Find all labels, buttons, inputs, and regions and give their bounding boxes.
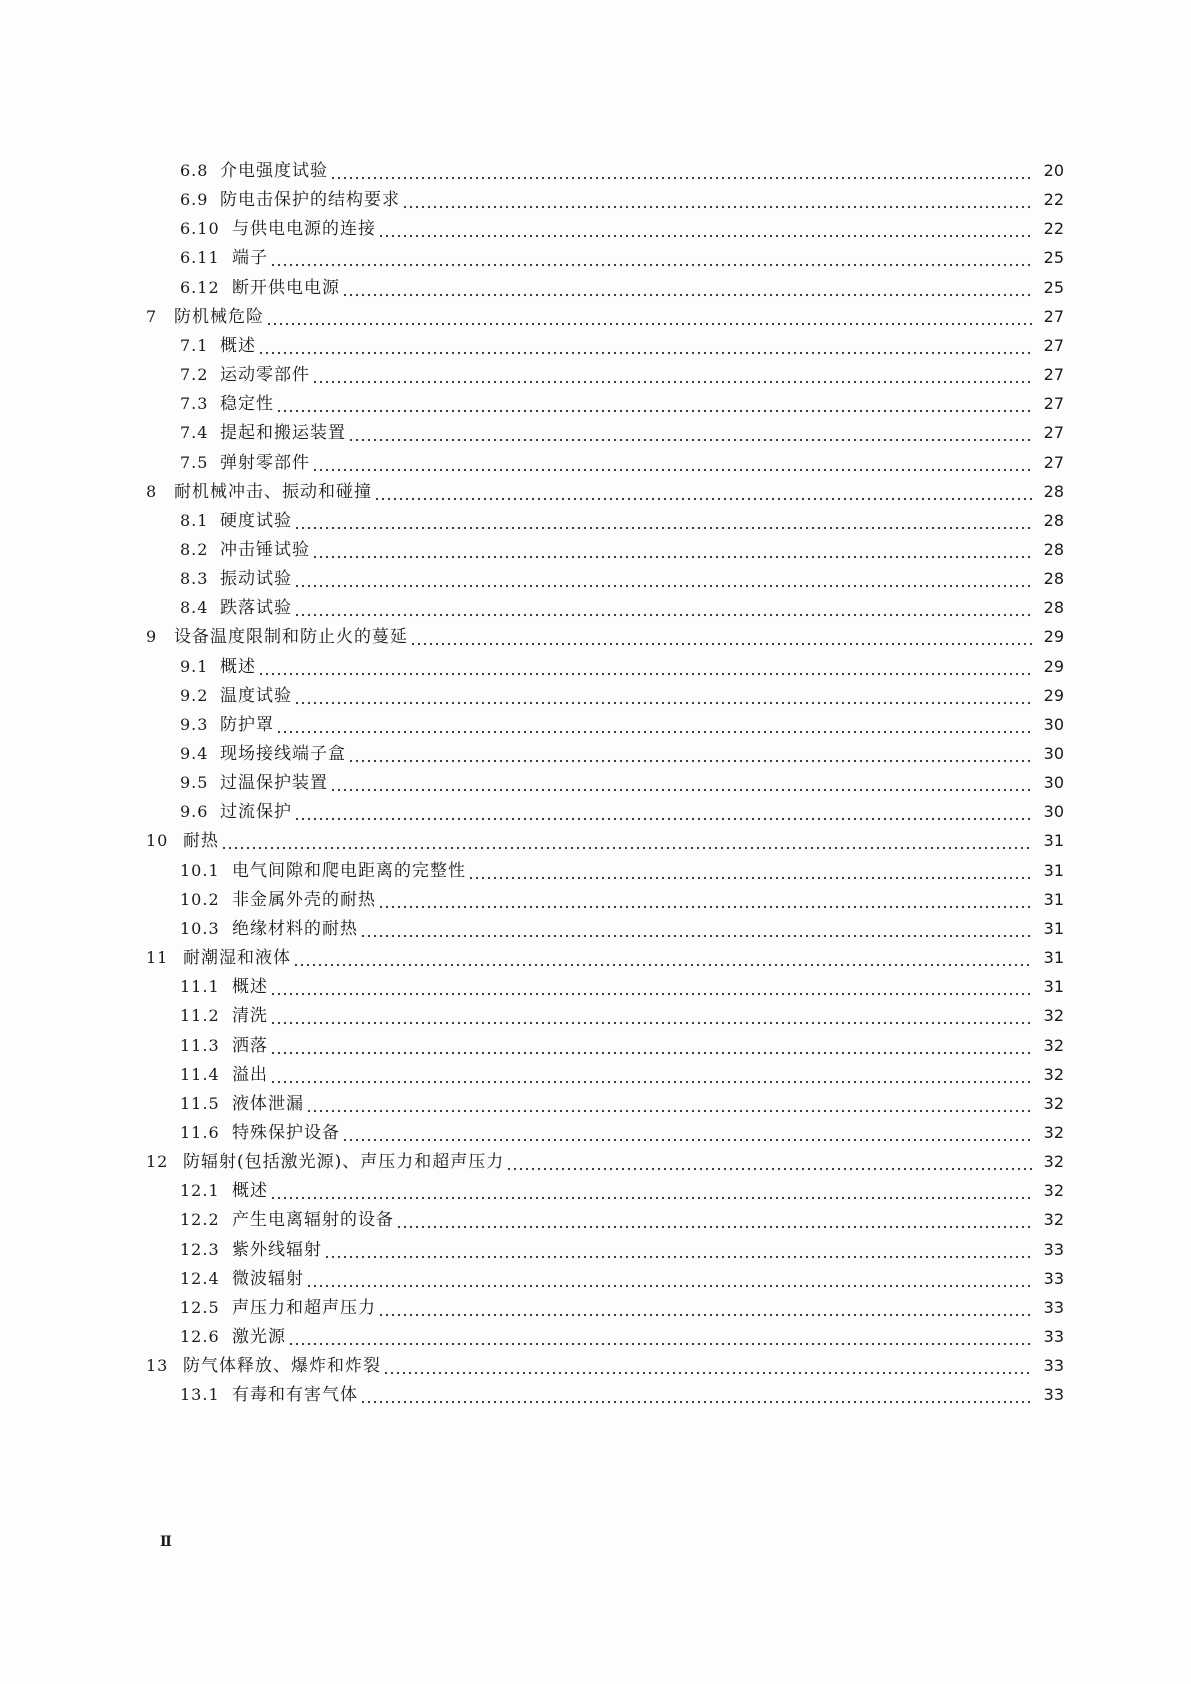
toc-subsection-entry[interactable] bbox=[180, 974, 1064, 1000]
toc-entry-number: 9.1 bbox=[180, 656, 209, 676]
toc-entry-title: 端子 bbox=[232, 248, 268, 269]
toc-dot-leader bbox=[324, 1237, 1032, 1263]
toc-entry-number: 10 bbox=[146, 831, 169, 851]
toc-subsection-entry[interactable] bbox=[180, 858, 1064, 884]
toc-entry-page-number: 33 bbox=[1043, 1356, 1064, 1376]
toc-entry-title: 激光源 bbox=[232, 1327, 286, 1347]
toc-dot-leader bbox=[270, 1033, 1032, 1059]
toc-entry-title: 防护罩 bbox=[220, 714, 274, 735]
toc-entry-page-number: 27 bbox=[1043, 423, 1064, 443]
toc-entry-number: 7.2 bbox=[180, 365, 209, 385]
toc-entry-number: 12.4 bbox=[180, 1268, 220, 1288]
toc-subsection-entry[interactable] bbox=[180, 741, 1064, 767]
toc-section-entry[interactable] bbox=[146, 945, 1064, 971]
toc-entry-title: 声压力和超声压力 bbox=[232, 1297, 376, 1318]
toc-dot-leader bbox=[330, 770, 1032, 796]
toc-dot-leader bbox=[293, 945, 1032, 971]
toc-entry-title: 绝缘材料的耐热 bbox=[232, 918, 358, 939]
toc-dot-leader bbox=[402, 187, 1032, 213]
toc-entry-title: 电气间隙和爬电距离的完整性 bbox=[232, 860, 466, 881]
toc-entry-page-number: 25 bbox=[1043, 248, 1064, 268]
toc-entry-number: 7.1 bbox=[180, 335, 209, 355]
toc-subsection-entry[interactable] bbox=[180, 1382, 1064, 1408]
toc-section-entry[interactable] bbox=[146, 828, 1064, 854]
toc-dot-leader bbox=[294, 566, 1032, 592]
toc-subsection-entry[interactable] bbox=[180, 275, 1064, 301]
toc-entry-title: 洒落 bbox=[232, 1035, 268, 1056]
toc-entry-page-number: 33 bbox=[1043, 1297, 1064, 1317]
toc-entry-page-number: 27 bbox=[1043, 365, 1064, 385]
toc-subsection-entry[interactable] bbox=[180, 654, 1064, 680]
toc-entry-page-number: 27 bbox=[1043, 452, 1064, 472]
toc-subsection-entry[interactable] bbox=[180, 508, 1064, 534]
toc-entry-title: 溢出 bbox=[232, 1064, 268, 1085]
toc-dot-leader bbox=[374, 479, 1032, 505]
toc-dot-leader bbox=[506, 1149, 1032, 1175]
toc-entry-title: 温度试验 bbox=[220, 685, 292, 706]
toc-entry-page-number: 25 bbox=[1043, 277, 1064, 297]
toc-entry-title: 设备温度限制和防止火的蔓延 bbox=[174, 627, 408, 648]
toc-entry-page-number: 32 bbox=[1043, 1181, 1064, 1201]
toc-entry-page-number: 32 bbox=[1043, 1035, 1064, 1055]
toc-dot-leader bbox=[348, 420, 1032, 446]
toc-entry-page-number: 29 bbox=[1043, 656, 1064, 676]
toc-entry-page-number: 31 bbox=[1043, 831, 1064, 851]
toc-dot-leader bbox=[306, 1266, 1032, 1292]
toc-entry-page-number: 31 bbox=[1043, 860, 1064, 880]
toc-subsection-entry[interactable] bbox=[180, 1062, 1064, 1088]
toc-subsection-entry[interactable] bbox=[180, 1324, 1064, 1350]
toc-entry-number: 8.2 bbox=[180, 539, 209, 559]
toc-dot-leader bbox=[378, 216, 1032, 242]
toc-entry-title: 冲击锤试验 bbox=[220, 539, 310, 560]
toc-entry-number: 9.6 bbox=[180, 802, 209, 822]
toc-subsection-entry[interactable] bbox=[180, 420, 1064, 446]
toc-entry-page-number: 28 bbox=[1043, 510, 1064, 530]
toc-entry-title: 介电强度试验 bbox=[220, 161, 328, 181]
toc-entry-number: 12.5 bbox=[180, 1297, 220, 1317]
toc-subsection-entry[interactable] bbox=[180, 887, 1064, 913]
toc-entry-title: 耐热 bbox=[183, 831, 219, 852]
toc-entry-number: 13.1 bbox=[180, 1385, 220, 1405]
toc-dot-leader bbox=[383, 1353, 1032, 1379]
toc-dot-leader bbox=[221, 828, 1032, 854]
toc-entry-page-number: 30 bbox=[1043, 802, 1064, 822]
toc-dot-leader bbox=[378, 1295, 1032, 1321]
toc-entry-page-number: 22 bbox=[1043, 219, 1064, 239]
toc-entry-title: 概述 bbox=[220, 656, 256, 677]
toc-subsection-entry[interactable] bbox=[180, 1091, 1064, 1117]
toc-entry-title: 耐机械冲击、振动和碰撞 bbox=[174, 481, 372, 502]
toc-subsection-entry[interactable] bbox=[180, 187, 1064, 213]
toc-dot-leader bbox=[258, 333, 1032, 359]
toc-subsection-entry[interactable] bbox=[180, 916, 1064, 942]
toc-entry-number: 12.2 bbox=[180, 1210, 220, 1230]
toc-entry-number: 6.8 bbox=[180, 161, 209, 180]
toc-entry-title: 与供电电源的连接 bbox=[232, 219, 376, 240]
toc-entry-page-number: 33 bbox=[1043, 1327, 1064, 1346]
toc-subsection-entry[interactable] bbox=[180, 333, 1064, 359]
toc-dot-leader bbox=[342, 275, 1032, 301]
toc-dot-leader bbox=[266, 304, 1032, 330]
toc-dot-leader bbox=[360, 916, 1032, 942]
toc-entry-number: 11.1 bbox=[180, 977, 220, 997]
toc-dot-leader bbox=[306, 1091, 1032, 1117]
toc-entry-title: 概述 bbox=[220, 335, 256, 356]
toc-dot-leader bbox=[288, 1324, 1032, 1350]
toc-entry-page-number: 33 bbox=[1043, 1268, 1064, 1288]
toc-entry-title: 断开供电电源 bbox=[232, 277, 340, 298]
toc-dot-leader bbox=[270, 245, 1032, 271]
toc-entry-number: 7.5 bbox=[180, 452, 209, 472]
toc-dot-leader bbox=[312, 450, 1032, 476]
toc-subsection-entry[interactable] bbox=[180, 158, 1064, 184]
toc-entry-page-number: 33 bbox=[1043, 1385, 1064, 1405]
toc-entry-page-number: 31 bbox=[1043, 977, 1064, 997]
toc-entry-title: 过温保护装置 bbox=[220, 773, 328, 794]
toc-dot-leader bbox=[276, 712, 1032, 738]
toc-dot-leader bbox=[276, 391, 1032, 417]
toc-entry-page-number: 28 bbox=[1043, 481, 1064, 501]
toc-section-entry[interactable] bbox=[146, 479, 1064, 505]
toc-dot-leader bbox=[330, 158, 1032, 184]
toc-entry-page-number: 30 bbox=[1043, 744, 1064, 763]
toc-entry-title: 概述 bbox=[232, 977, 268, 998]
toc-entry-title: 概述 bbox=[232, 1181, 268, 1202]
toc-dot-leader bbox=[348, 741, 1032, 767]
page-number-footer: Ⅱ bbox=[160, 1534, 172, 1550]
toc-entry-title: 防机械危险 bbox=[174, 306, 264, 327]
toc-entry-page-number: 32 bbox=[1043, 1122, 1064, 1142]
toc-entry-page-number: 28 bbox=[1043, 539, 1064, 559]
toc-entry-number: 6.12 bbox=[180, 277, 220, 297]
toc-entry-title: 清洗 bbox=[232, 1006, 268, 1027]
toc-dot-leader bbox=[270, 974, 1032, 1000]
toc-entry-page-number: 31 bbox=[1043, 948, 1064, 968]
toc-section-entry[interactable] bbox=[146, 304, 1064, 330]
toc-entry-page-number: 32 bbox=[1043, 1006, 1064, 1026]
toc-entry-number: 8.1 bbox=[180, 510, 209, 530]
toc-entry-title: 现场接线端子盒 bbox=[220, 744, 346, 764]
toc-entry-title: 有毒和有害气体 bbox=[232, 1385, 358, 1406]
toc-entry-number: 12.3 bbox=[180, 1239, 220, 1259]
toc-entry-title: 耐潮湿和液体 bbox=[183, 948, 291, 969]
toc-subsection-entry[interactable] bbox=[180, 537, 1064, 563]
toc-entry-title: 振动试验 bbox=[220, 569, 292, 590]
toc-subsection-entry[interactable] bbox=[180, 595, 1064, 621]
toc-subsection-entry[interactable] bbox=[180, 391, 1064, 417]
toc-entry-page-number: 28 bbox=[1043, 569, 1064, 589]
toc-dot-leader bbox=[270, 1062, 1032, 1088]
toc-dot-leader bbox=[270, 1178, 1032, 1204]
toc-entry-number: 11.4 bbox=[180, 1064, 220, 1084]
toc-entry-number: 9.5 bbox=[180, 773, 209, 793]
toc-entry-number: 10.1 bbox=[180, 860, 220, 880]
toc-entry-page-number: 32 bbox=[1043, 1093, 1064, 1113]
toc-subsection-entry[interactable] bbox=[180, 1178, 1064, 1204]
toc-dot-leader bbox=[342, 1120, 1032, 1146]
toc-entry-number: 11.2 bbox=[180, 1006, 220, 1026]
toc-entry-page-number: 20 bbox=[1043, 161, 1064, 180]
toc-entry-page-number: 27 bbox=[1043, 335, 1064, 355]
toc-entry-title: 微波辐射 bbox=[232, 1268, 304, 1289]
toc-entry-title: 非金属外壳的耐热 bbox=[232, 889, 376, 910]
toc-entry-title: 运动零部件 bbox=[220, 365, 310, 386]
toc-subsection-entry[interactable] bbox=[180, 1120, 1064, 1146]
toc-entry-title: 跌落试验 bbox=[220, 598, 292, 619]
toc-entry-title: 稳定性 bbox=[220, 394, 274, 415]
toc-entry-page-number: 27 bbox=[1043, 394, 1064, 414]
toc-dot-leader bbox=[312, 537, 1032, 563]
toc-entry-number: 9 bbox=[146, 627, 158, 647]
toc-dot-leader bbox=[360, 1382, 1032, 1408]
toc-entry-title: 弹射零部件 bbox=[220, 452, 310, 473]
toc-dot-leader bbox=[270, 1003, 1032, 1029]
toc-entry-page-number: 22 bbox=[1043, 190, 1064, 210]
toc-entry-title: 产生电离辐射的设备 bbox=[232, 1210, 394, 1231]
toc-subsection-entry[interactable] bbox=[180, 712, 1064, 738]
toc-subsection-entry[interactable] bbox=[180, 1237, 1064, 1263]
toc-entry-number: 7.4 bbox=[180, 423, 209, 443]
toc-entry-number: 9.4 bbox=[180, 744, 209, 763]
toc-entry-title: 提起和搬运装置 bbox=[220, 423, 346, 444]
toc-entry-page-number: 32 bbox=[1043, 1210, 1064, 1230]
toc-entry-title: 防气体释放、爆炸和炸裂 bbox=[183, 1356, 381, 1377]
toc-entry-number: 12.1 bbox=[180, 1181, 220, 1201]
toc-subsection-entry[interactable] bbox=[180, 362, 1064, 388]
toc-subsection-entry[interactable] bbox=[180, 1207, 1064, 1233]
toc-dot-leader bbox=[258, 654, 1032, 680]
toc-section-entry[interactable] bbox=[146, 1149, 1064, 1175]
toc-dot-leader bbox=[294, 595, 1032, 621]
toc-entry-number: 6.10 bbox=[180, 219, 220, 239]
toc-dot-leader bbox=[312, 362, 1032, 388]
toc-subsection-entry[interactable] bbox=[180, 1266, 1064, 1292]
toc-section-entry[interactable] bbox=[146, 1353, 1064, 1379]
toc-entry-number: 12 bbox=[146, 1152, 169, 1172]
toc-entry-number: 7 bbox=[146, 306, 158, 326]
toc-subsection-entry[interactable] bbox=[180, 1295, 1064, 1321]
toc-entry-number: 11.6 bbox=[180, 1122, 220, 1142]
toc-entry-page-number: 30 bbox=[1043, 714, 1064, 734]
toc-entry-number: 10.3 bbox=[180, 918, 220, 938]
toc-dot-leader bbox=[468, 858, 1032, 884]
toc-section-entry[interactable] bbox=[146, 624, 1064, 650]
toc-entry-number: 9.2 bbox=[180, 685, 209, 705]
toc-entry-title: 防辐射(包括激光源)、声压力和超声压力 bbox=[183, 1152, 505, 1173]
toc-entry-title: 液体泄漏 bbox=[232, 1093, 304, 1114]
toc-entry-page-number: 31 bbox=[1043, 918, 1064, 938]
toc-subsection-entry[interactable] bbox=[180, 566, 1064, 592]
toc-entry-number: 11.3 bbox=[180, 1035, 220, 1055]
toc-dot-leader bbox=[396, 1207, 1032, 1233]
toc-subsection-entry[interactable] bbox=[180, 216, 1064, 242]
toc-dot-leader bbox=[410, 624, 1032, 650]
toc-entry-title: 过流保护 bbox=[220, 802, 292, 823]
toc-entry-page-number: 32 bbox=[1043, 1064, 1064, 1084]
toc-entry-title: 硬度试验 bbox=[220, 510, 292, 531]
toc-dot-leader bbox=[294, 799, 1032, 825]
toc-entry-page-number: 29 bbox=[1043, 627, 1064, 647]
toc-entry-number: 8.4 bbox=[180, 598, 209, 618]
toc-entry-number: 7.3 bbox=[180, 394, 209, 414]
toc-entry-number: 6.9 bbox=[180, 190, 209, 210]
toc-dot-leader bbox=[378, 887, 1032, 913]
toc-dot-leader bbox=[294, 683, 1032, 709]
toc-entry-page-number: 30 bbox=[1043, 773, 1064, 793]
toc-subsection-entry[interactable] bbox=[180, 683, 1064, 709]
toc-entry-number: 13 bbox=[146, 1356, 169, 1376]
toc-subsection-entry[interactable] bbox=[180, 450, 1064, 476]
toc-entry-page-number: 27 bbox=[1043, 306, 1064, 326]
toc-subsection-entry[interactable] bbox=[180, 1003, 1064, 1029]
toc-entry-number: 9.3 bbox=[180, 714, 209, 734]
toc-entry-page-number: 33 bbox=[1043, 1239, 1064, 1259]
toc-entry-title: 防电击保护的结构要求 bbox=[220, 190, 400, 211]
toc-subsection-entry[interactable] bbox=[180, 1033, 1064, 1059]
toc-entry-page-number: 28 bbox=[1043, 598, 1064, 618]
toc-entry-number: 11 bbox=[146, 948, 169, 968]
toc-entry-title: 紫外线辐射 bbox=[232, 1239, 322, 1260]
toc-dot-leader bbox=[294, 508, 1032, 534]
toc-entry-number: 10.2 bbox=[180, 889, 220, 909]
toc-entry-number: 11.5 bbox=[180, 1093, 220, 1113]
toc-subsection-entry[interactable] bbox=[180, 245, 1064, 271]
toc-entry-number: 8.3 bbox=[180, 569, 209, 589]
toc-entry-number: 8 bbox=[146, 481, 158, 501]
toc-entry-title: 特殊保护设备 bbox=[232, 1122, 340, 1143]
toc-subsection-entry[interactable] bbox=[180, 799, 1064, 825]
toc-entry-number: 6.11 bbox=[180, 248, 220, 268]
toc-entry-page-number: 32 bbox=[1043, 1152, 1064, 1172]
toc-subsection-entry[interactable] bbox=[180, 770, 1064, 796]
toc-entry-page-number: 31 bbox=[1043, 889, 1064, 909]
toc-entry-page-number: 29 bbox=[1043, 685, 1064, 705]
toc-entry-number: 12.6 bbox=[180, 1327, 220, 1346]
